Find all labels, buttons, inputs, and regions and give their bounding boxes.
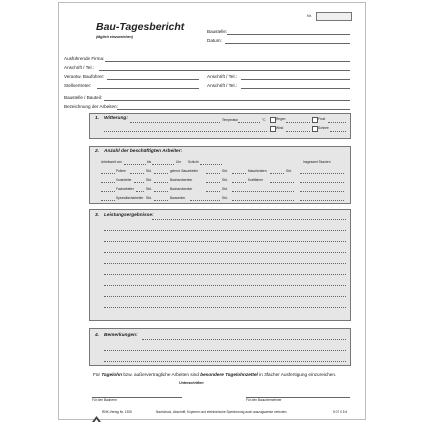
spezial-label: Spezialfacharbeiter (116, 196, 144, 200)
schicht-line[interactable] (200, 164, 222, 165)
witterung-title: Witterung: (104, 116, 128, 121)
extra-line-3[interactable] (232, 191, 294, 192)
witterung-line-2[interactable] (104, 131, 267, 132)
bauhandwerker-label: Bauhandwerker (170, 178, 193, 182)
spezial-count[interactable] (101, 200, 115, 201)
maschinisten-std: Std. (286, 169, 292, 173)
footer-note-mid: bzw. außervertragliche Arbeiten sind (123, 372, 199, 377)
wind-line (286, 131, 310, 132)
zeit-bis-line[interactable] (152, 164, 174, 165)
footer-note-prefix: Für (93, 372, 101, 377)
bemerkungen-line-1[interactable] (104, 350, 346, 351)
nr-label: Nr. (307, 14, 312, 18)
temperatur-line[interactable] (238, 122, 260, 123)
leistung-line-6[interactable] (104, 285, 346, 286)
verantw-line[interactable] (107, 79, 199, 80)
firma-line[interactable] (105, 61, 350, 62)
vorarbeiter-std: Std. (146, 178, 152, 182)
arbeiter-title: Anzahl der beschäftigten Arbeiter: (104, 149, 183, 154)
uhr-label: Uhr (176, 160, 182, 164)
facharbeiter-count[interactable] (101, 191, 115, 192)
leistung-line-8[interactable] (104, 307, 346, 308)
kraftfahrer-count[interactable] (232, 182, 246, 183)
vorarbeiter-count[interactable] (101, 182, 115, 183)
poliere-label: Poliere (116, 169, 126, 173)
bauwerker-std: Std. (222, 196, 228, 200)
section-arbeiter (89, 146, 351, 204)
regen-label: Regen (276, 117, 286, 121)
maschinisten-count[interactable] (232, 173, 246, 174)
witterung-line[interactable] (130, 122, 220, 123)
extra-line-4[interactable] (232, 200, 294, 201)
maschinisten-std-line[interactable] (270, 173, 284, 174)
facharbeiter-std-line[interactable] (136, 191, 144, 192)
maschinisten-label: Maschinisten (248, 169, 267, 173)
gelernt-label: gelernt. Bauarbeiter (170, 169, 198, 173)
datum-label: Datum: (207, 38, 222, 43)
form-subtitle: (täglich einzureichen) (96, 35, 133, 39)
bauhandwerker-std-line[interactable] (206, 182, 220, 183)
bauteil-line[interactable] (104, 100, 350, 101)
vorarbeiter-label: Vorarbeiter (116, 178, 132, 182)
kraftfahrer-std-line[interactable] (270, 182, 294, 183)
section-bemerkungen (89, 328, 351, 366)
facharbeiter-label: Facharbeiter (116, 187, 134, 191)
publisher-label: RNK-Verlag Nr. 1305 (102, 410, 132, 414)
schnee-label: Schnee (318, 126, 329, 130)
schnee-line (330, 131, 346, 132)
datum-line[interactable] (225, 43, 350, 44)
anschrift3-label: Anschrift / Tel.: (207, 83, 238, 88)
bauhandwerker2-std-line[interactable] (206, 191, 220, 192)
bauhandwerker-count[interactable] (154, 182, 168, 183)
form-title: Bau-Tagesbericht (96, 21, 185, 33)
bezeichnung-line[interactable] (117, 109, 350, 110)
bauhandwerker2-std: Std. (222, 187, 228, 191)
bauwerker-label: Bauwerker (170, 196, 186, 200)
verantw-label: Verantw. Bauführer: (64, 74, 105, 79)
leistung-line-3[interactable] (104, 252, 346, 253)
anschrift1-label: Anschrift / Tel.: (64, 65, 95, 70)
footer-note-zettel: besondere Tagelohnzettel (200, 372, 258, 377)
bauwerker-count[interactable] (154, 200, 168, 201)
insgesamt-line-3[interactable] (300, 191, 344, 192)
unterschriften-label: Unterschriften (179, 381, 204, 385)
arbeitszeit-label: Arbeitszeit von (101, 160, 122, 164)
bauwerker-std-line[interactable] (190, 200, 220, 201)
regen-line (286, 122, 310, 123)
leistung-line-5[interactable] (104, 274, 346, 275)
anschrift2-line[interactable] (241, 79, 350, 80)
leistung-number: 3. (95, 213, 100, 218)
bezeichnung-label: Bezeichnung der Arbeiten: (64, 104, 118, 109)
footer-note-tagelohn: Tagelohn (101, 372, 123, 377)
anschrift3-line[interactable] (241, 88, 350, 89)
witterung-number: 1. (95, 116, 100, 121)
bis-label: bis (147, 160, 152, 164)
arbeiter-number: 2. (95, 149, 100, 154)
wind-label: Wind (276, 126, 284, 130)
zeit-von-line[interactable] (124, 164, 146, 165)
schicht-label: Schicht (188, 160, 199, 164)
section-leistung (89, 209, 351, 321)
anschrift1-line[interactable] (99, 70, 350, 71)
frost-line (328, 122, 346, 123)
spezial-std: Std. (146, 196, 152, 200)
anschrift2-label: Anschrift / Tel.: (207, 74, 238, 79)
bemerkungen-number: 4. (95, 333, 100, 338)
baustelle-line[interactable] (227, 34, 350, 35)
gelernt-count[interactable] (154, 173, 168, 174)
insgesamt-line-1[interactable] (300, 173, 344, 174)
legal-notice: Nachdruck, Abschrift, Kopieren und elektronische Speicherung auch auszugsweise verboten. (156, 410, 288, 414)
kraftfahrer-label: Kraftfahrer (248, 178, 264, 182)
insgesamt-line-2[interactable] (300, 182, 344, 183)
gelernt-std-line[interactable] (206, 173, 220, 174)
poliere-std: Std. (146, 169, 152, 173)
bemerkungen-line-2[interactable] (104, 361, 346, 362)
leistung-line-4[interactable] (104, 263, 346, 264)
bauteil-label: Baustelle / Bauteil: (64, 95, 103, 100)
nr-field[interactable] (316, 12, 352, 21)
bemerkungen-title: Bemerkungen: (104, 333, 138, 338)
leistung-line-1[interactable] (104, 230, 346, 231)
form-code: 5 07 0 5 6 (333, 410, 348, 414)
section-witterung (89, 113, 351, 139)
insgesamt-line-4[interactable] (300, 200, 344, 201)
stellvertreter-label: Stellvertreter: (64, 83, 92, 88)
gelernt-std: Std. (222, 169, 228, 173)
footer-note-suffix: in 3facher Ausfertigung einzureichen. (259, 372, 337, 377)
publisher-logo-icon (92, 409, 101, 415)
stellvertreter-line[interactable] (97, 88, 199, 89)
leistung-line-7[interactable] (104, 296, 346, 297)
sign-right-label: Für den Bauunternehmer (246, 398, 282, 402)
vorarbeiter-std-line[interactable] (134, 182, 144, 183)
bauhandwerker-std: Std. (222, 178, 228, 182)
bauhandwerker2-count[interactable] (154, 191, 168, 192)
insgesamt-label: Insgesamt Stunden (303, 160, 331, 164)
poliere-std-line[interactable] (130, 173, 144, 174)
baustelle-label: Baustelle: (207, 29, 228, 34)
leistung-title: Leistungsergebnisse: (104, 213, 154, 218)
bauhandwerker2-label: Bauhandwerker (170, 187, 193, 191)
temperatur-unit: °C (262, 118, 266, 122)
bemerkungen-line-0[interactable] (142, 339, 346, 340)
temperatur-label: Temperatur (222, 118, 239, 122)
leistung-line-0[interactable] (152, 219, 346, 220)
sign-left-label: Für den Bauherrn (92, 398, 117, 402)
frost-label: Frost (318, 117, 326, 121)
footer-note (93, 373, 336, 378)
facharbeiter-std: Std. (146, 187, 152, 191)
leistung-line-2[interactable] (104, 241, 346, 242)
poliere-count[interactable] (101, 173, 115, 174)
firma-label: Ausführende Firma: (64, 56, 105, 61)
